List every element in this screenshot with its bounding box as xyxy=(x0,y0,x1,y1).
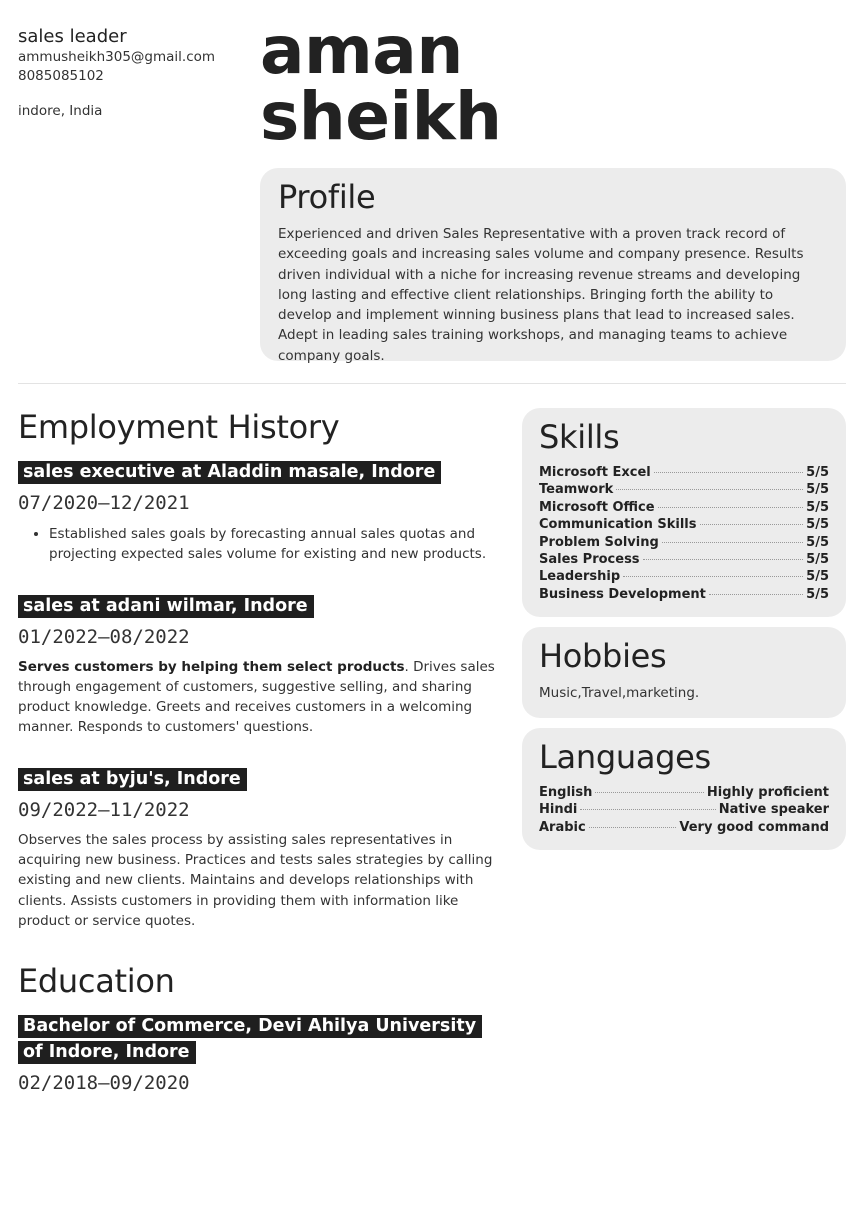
language-row-level: Highly proficient xyxy=(706,785,829,800)
profile-panel xyxy=(260,168,846,364)
profile-heading: Profile xyxy=(278,178,376,216)
skill-row-name: Sales Process xyxy=(539,552,640,568)
location: indore, India xyxy=(18,103,103,119)
dot-leader xyxy=(658,507,804,508)
skill-row xyxy=(539,568,829,585)
languages-list xyxy=(539,784,829,836)
dot-leader xyxy=(589,827,677,828)
skill-row-name: Microsoft Excel xyxy=(539,465,651,480)
dot-leader xyxy=(616,489,803,490)
education-entry xyxy=(18,1013,500,1095)
language-row-name: Hindi xyxy=(539,802,578,818)
language-row-name: Arabic xyxy=(539,819,586,835)
dot-leader xyxy=(700,524,804,525)
skill-row xyxy=(539,499,829,516)
job-entry-title: sales at adani wilmar, Indore xyxy=(18,595,314,618)
dot-leader xyxy=(595,792,704,793)
job-entry-description-rest: . Drives sales through engagement of customers, suggestive selling, and sharing product knowledge. Greets and receives customers in a welcoming manner. Responds to customers' questions. xyxy=(18,658,495,736)
language-row xyxy=(539,784,829,801)
job-title: sales leader xyxy=(18,26,127,47)
skill-row-level: 5/5 xyxy=(806,499,829,515)
skill-row-name: Microsoft Office xyxy=(539,499,655,515)
skills-heading: Skills xyxy=(539,418,620,456)
language-row xyxy=(539,819,829,836)
skill-row xyxy=(539,516,829,533)
hobbies-heading: Hobbies xyxy=(539,637,667,675)
phone: 8085085102 xyxy=(18,68,104,84)
skill-row-name: Leadership xyxy=(539,569,621,585)
first-name: aman xyxy=(260,12,463,89)
contact-block xyxy=(18,26,248,121)
profile-text: Experienced and driven Sales Representative with a proven track record of exceeding goals and increasing sales volume and company presence. Results driven individual with a niche for increasing revenue streams and developing long lasting and effective client relationships. Bringing forth the ability to develop and implement winning business plans that lead to increased sales. Adept in leading sales training workshops, and managing teams to achieve company goals. xyxy=(278,226,804,364)
job-entry-bullet: • Established sales goals by forecasting annual sales quotas and projecting expected sales volume for existing and new products. xyxy=(49,524,500,565)
dot-leader xyxy=(709,594,803,595)
job-entry xyxy=(18,459,500,565)
language-row xyxy=(539,801,829,818)
skill-row-level: 5/5 xyxy=(806,465,829,480)
dot-leader xyxy=(580,809,715,810)
education-entry-title: Bachelor of Commerce, Devi Ahilya University of Indore, Indore xyxy=(18,1015,482,1064)
language-row-name: English xyxy=(539,785,593,800)
hobbies-panel xyxy=(522,627,846,718)
job-entry-dates: 07/2020—12/2021 xyxy=(18,492,190,514)
dot-leader xyxy=(623,576,803,577)
last-name: sheikh xyxy=(260,78,502,155)
skill-row-level: 5/5 xyxy=(806,569,829,585)
languages-heading: Languages xyxy=(539,738,711,776)
language-row-level: Very good command xyxy=(679,819,829,835)
skill-row-level: 5/5 xyxy=(806,534,829,550)
education-heading: Education xyxy=(18,962,175,1001)
skill-row-level: 5/5 xyxy=(806,482,829,498)
skill-row-name: Teamwork xyxy=(539,482,614,498)
employment-heading: Employment History xyxy=(18,408,340,446)
job-entry-description-bold: Serves customers by helping them select products xyxy=(18,658,405,675)
job-entry-description xyxy=(18,657,500,738)
skill-row xyxy=(539,534,829,551)
skills-list xyxy=(539,464,829,603)
skill-row xyxy=(539,481,829,498)
divider xyxy=(18,383,846,384)
job-entry-description: Observes the sales process by assisting sales representatives in acquiring new business. Practices and tests sales strategies by calling existing and new clients. Maintains and develops relationships with clients. Assists customers in providing them with information like product or service quotes. xyxy=(18,831,493,929)
skill-row-level: 5/5 xyxy=(806,552,829,568)
job-entry-title: sales executive at Aladdin masale, Indore xyxy=(18,461,441,484)
email: ammusheikh305@gmail.com xyxy=(18,49,216,65)
dot-leader xyxy=(643,559,804,560)
dot-leader xyxy=(662,542,803,543)
skill-row-level: 5/5 xyxy=(806,517,829,533)
job-entry xyxy=(18,766,500,931)
job-entry-bullets xyxy=(49,524,500,565)
skill-row-name: Problem Solving xyxy=(539,534,659,550)
job-entry-dates: 09/2022—11/2022 xyxy=(18,798,190,821)
dot-leader xyxy=(654,472,803,473)
job-entry xyxy=(18,593,500,738)
education-entry-dates: 02/2018—09/2020 xyxy=(18,1072,190,1095)
left-column xyxy=(18,405,500,1123)
languages-panel xyxy=(522,728,846,850)
candidate-name xyxy=(260,12,502,155)
language-row-level: Native speaker xyxy=(718,802,829,818)
job-entry-dates: 01/2022—08/2022 xyxy=(18,625,190,648)
skill-row xyxy=(539,586,829,603)
skill-row xyxy=(539,464,829,481)
skill-row xyxy=(539,551,829,568)
hobbies-text: Music,Travel,marketing. xyxy=(539,685,700,701)
skills-panel xyxy=(522,408,846,617)
skill-row-level: 5/5 xyxy=(806,586,829,602)
skill-row-name: Business Development xyxy=(539,586,706,602)
job-entry-title: sales at byju's, Indore xyxy=(18,768,247,791)
skill-row-name: Communication Skills xyxy=(539,517,697,533)
